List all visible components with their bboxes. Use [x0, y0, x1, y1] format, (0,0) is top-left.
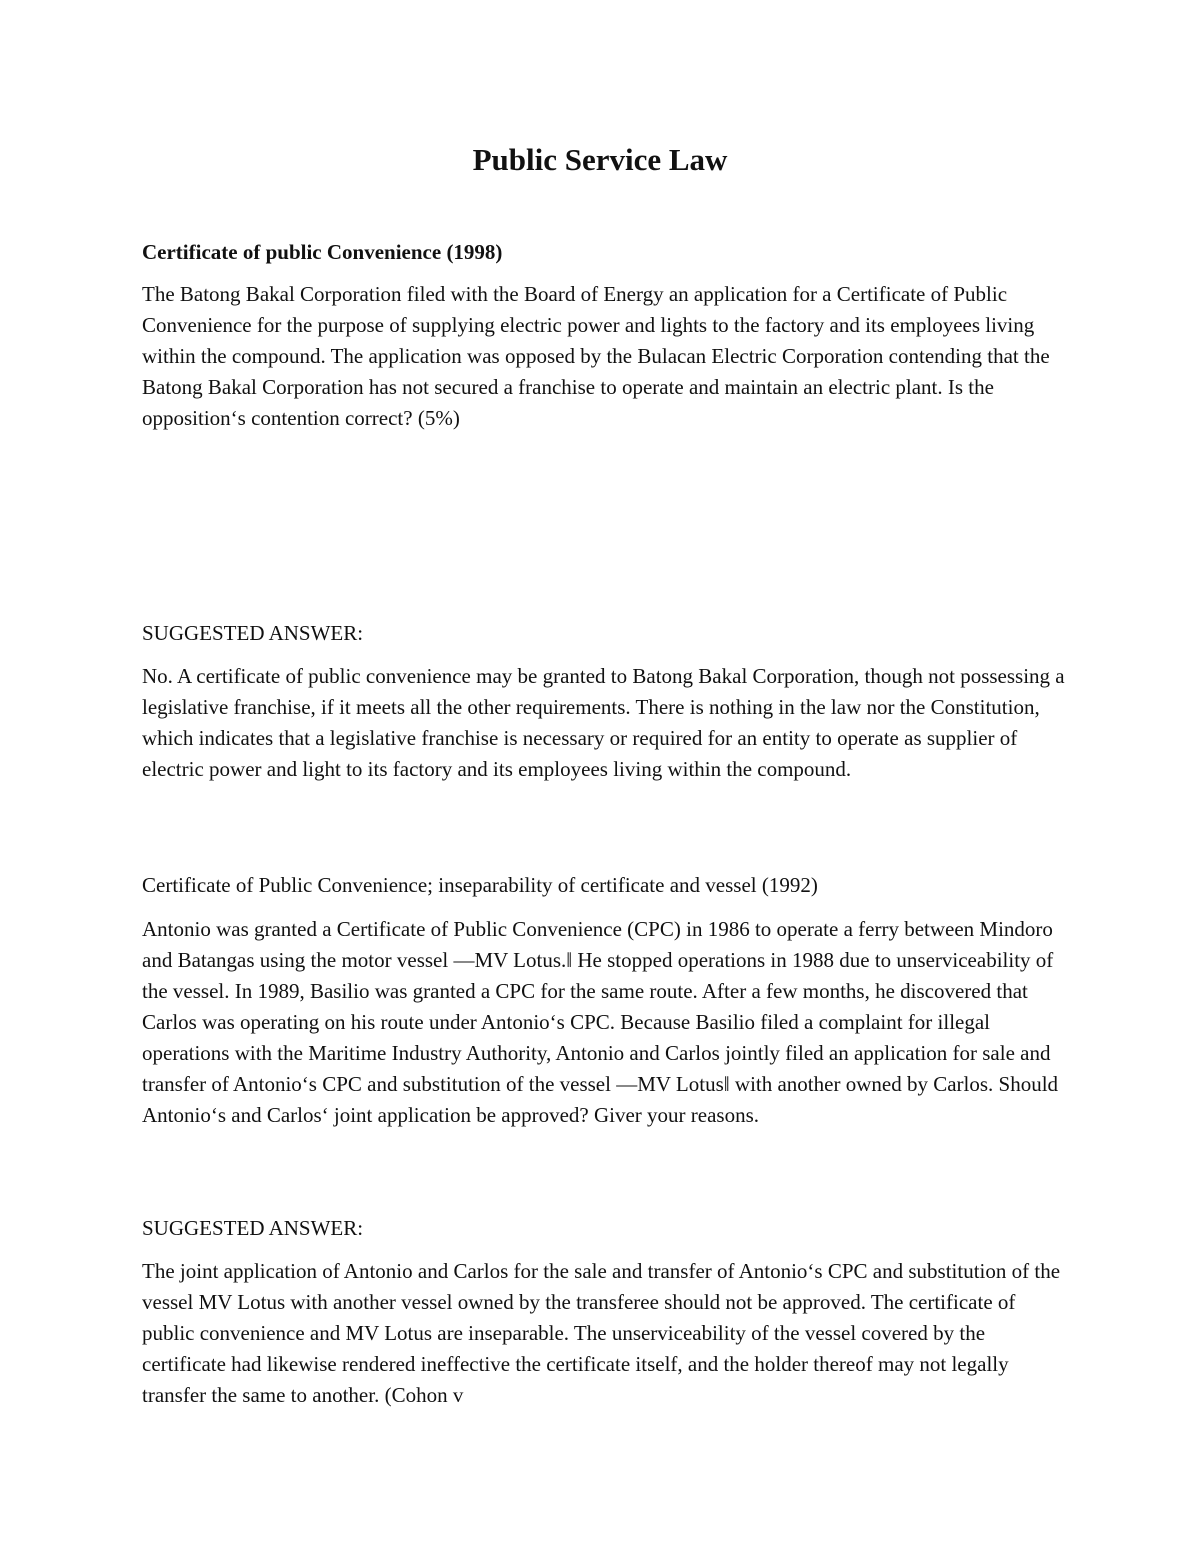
section-2-answer: The joint application of Antonio and Carlos for the sale and transfer of Antonio‘s CPC and substitution of the vessel MV Lotus with another vessel owned by the transferee should not be approved. The certificate of public convenience and MV Lotus are inseparable. The unserviceability of the vessel covered by the certificate had likewise rendered ineffective the certificate itself, and the holder thereof may not legally transfer the same to another. (Cohon v [142, 1259, 1061, 1407]
section-2-answer-label: SUGGESTED ANSWER: [142, 1216, 364, 1240]
section-2-question: Antonio was granted a Certificate of Public Convenience (CPC) in 1986 to operate a ferry between Mindoro and Batangas using the motor vessel ―MV Lotus.‖ He stopped operations in 1988 due to unserviceability of the vessel. In 1989, Basilio was granted a CPC for the same route. After a few months, he discovered that Carlos was operating on his route under Antonio‘s CPC. Because Basilio filed a complaint for illegal operations with the Maritime Industry Authority, Antonio and Carlos jointly filed an application for sale and transfer of Antonio‘s CPC and substitution of the vessel ―MV Lotus‖ with another owned by Carlos. Should Antonio‘s and Carlos‘ joint application be approved? Giver your reasons. [142, 917, 1059, 1127]
section-1-question: The Batong Bakal Corporation filed with the Board of Energy an application for a Certificate of Public Convenience for the purpose of supplying electric power and lights to the factory and its employees living within the compound. The application was opposed by the Bulacan Electric Corporation contending that the Batong Bakal Corporation has not secured a franchise to operate and maintain an electric plant. Is the opposition‘s contention correct? (5%) [142, 282, 1050, 430]
section-1-heading: Certificate of public Convenience (1998) [142, 240, 503, 264]
section-1-answer-label: SUGGESTED ANSWER: [142, 621, 364, 645]
section-2-heading: Certificate of Public Convenience; inseparability of certificate and vessel (1992) [142, 873, 818, 897]
page-title: Public Service Law [472, 142, 728, 177]
section-1-answer: No. A certificate of public convenience may be granted to Batong Bakal Corporation, though not possessing a legislative franchise, if it meets all the other requirements. There is nothing in the law nor the Constitution, which indicates that a legislative franchise is necessary or required for an entity to operate as supplier of electric power and light to its factory and its employees living within the compound. [142, 664, 1065, 781]
